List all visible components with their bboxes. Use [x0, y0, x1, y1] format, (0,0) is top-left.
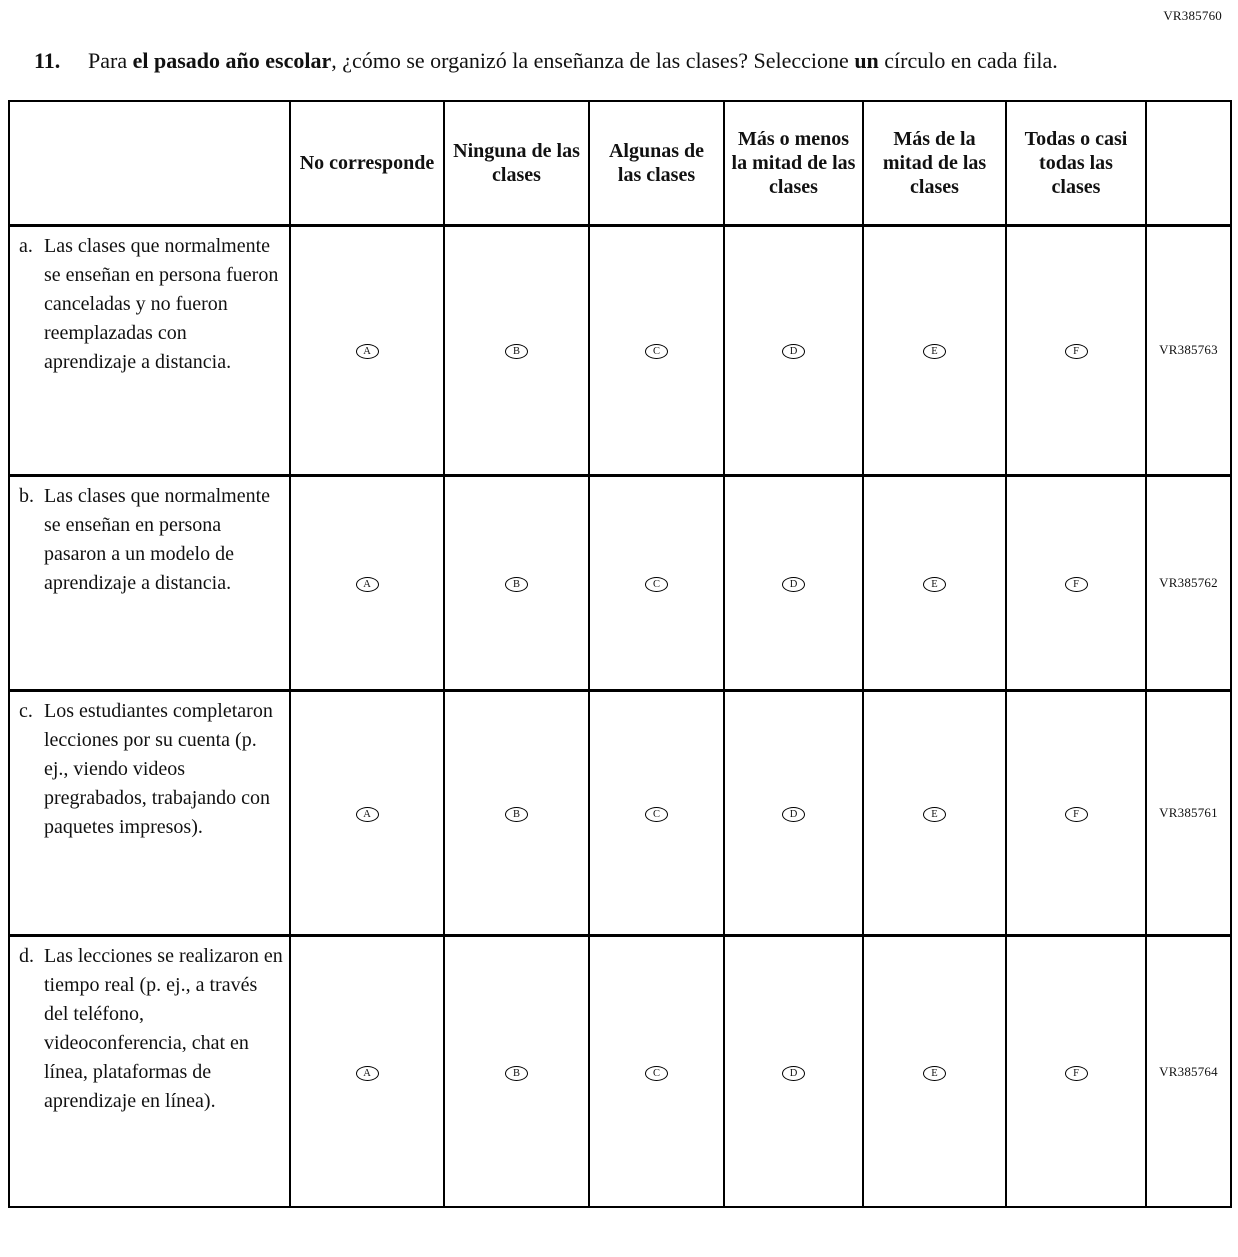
row-label: Las clases que normalmente se enseñan en persona pasaron a un modelo de aprendizaje a distancia. — [44, 484, 271, 594]
code-column-header — [1146, 101, 1231, 225]
answer-cell — [1006, 690, 1146, 935]
question-number: 11. — [34, 48, 61, 73]
answer-bubble[interactable]: D — [782, 807, 805, 822]
question-text — [88, 46, 1058, 76]
row-prefix: d. — [19, 944, 34, 967]
answer-cell — [1006, 475, 1146, 690]
answer-bubble[interactable]: E — [923, 577, 946, 592]
column-header-todas: Todas o casi todas las clases — [1006, 101, 1146, 225]
answer-bubble[interactable]: C — [645, 577, 668, 592]
answer-bubble[interactable]: C — [645, 807, 668, 822]
answer-cell — [589, 690, 724, 935]
row-label-cell — [9, 475, 290, 690]
answer-cell — [863, 225, 1006, 475]
row-label-cell — [9, 690, 290, 935]
answer-bubble[interactable]: D — [782, 344, 805, 359]
answer-bubble[interactable]: A — [356, 1066, 379, 1081]
table-row-a — [9, 225, 1231, 475]
answer-cell — [863, 935, 1006, 1207]
column-header-algunas: Algunas de las clases — [589, 101, 724, 225]
answer-bubble[interactable]: D — [782, 577, 805, 592]
question-seg3: círculo en cada fila. — [878, 48, 1058, 73]
answer-bubble[interactable]: C — [645, 1066, 668, 1081]
answer-cell — [444, 475, 589, 690]
answer-cell — [589, 475, 724, 690]
answer-cell — [1006, 935, 1146, 1207]
page-code: VR385760 — [1163, 8, 1222, 23]
answer-bubble[interactable]: F — [1065, 807, 1088, 822]
question-bold1: el pasado año escolar — [132, 48, 332, 73]
header-row — [9, 101, 1231, 225]
row-label: Las lecciones se realizaron en tiempo real (p. ej., a través del teléfono, videoconferencia, chat en línea, plataformas de aprendizaje en línea). — [44, 944, 283, 1112]
column-header-mas-o-menos: Más o menos la mitad de las clases — [724, 101, 863, 225]
answer-bubble[interactable]: F — [1065, 1066, 1088, 1081]
question-block — [34, 46, 1208, 76]
answer-bubble[interactable]: A — [356, 344, 379, 359]
answer-cell — [290, 935, 444, 1207]
row-label-cell — [9, 935, 290, 1207]
row-prefix: c. — [19, 699, 33, 722]
corner-cell — [9, 101, 290, 225]
answer-bubble[interactable]: E — [923, 1066, 946, 1081]
question-seg2: , ¿cómo se organizó la enseñanza de las clases? Seleccione — [331, 48, 855, 73]
table-row-c — [9, 690, 1231, 935]
answer-cell — [290, 225, 444, 475]
table-row-d — [9, 935, 1231, 1207]
response-matrix — [8, 100, 1232, 1208]
answer-bubble[interactable]: A — [356, 807, 379, 822]
row-label: Las clases que normalmente se enseñan en persona fueron canceladas y no fueron reemplazadas con aprendizaje a distancia. — [44, 234, 279, 373]
answer-bubble[interactable]: F — [1065, 577, 1088, 592]
answer-cell — [589, 225, 724, 475]
answer-cell — [589, 935, 724, 1207]
answer-cell — [290, 690, 444, 935]
answer-cell — [863, 690, 1006, 935]
answer-bubble[interactable]: B — [505, 577, 528, 592]
question-seg1: Para — [88, 48, 133, 73]
row-code: VR385761 — [1146, 690, 1231, 935]
answer-bubble[interactable]: E — [923, 807, 946, 822]
row-prefix: b. — [19, 484, 34, 507]
answer-bubble[interactable]: D — [782, 1066, 805, 1081]
column-header-ninguna: Ninguna de las clases — [444, 101, 589, 225]
column-header-mas-de-la-mitad: Más de la mitad de las clases — [863, 101, 1006, 225]
answer-cell — [724, 475, 863, 690]
answer-bubble[interactable]: B — [505, 807, 528, 822]
row-label: Los estudiantes completaron lecciones por su cuenta (p. ej., viendo videos pregrabados, trabajando con paquetes impresos). — [44, 699, 273, 838]
answer-cell — [444, 935, 589, 1207]
answer-cell — [724, 935, 863, 1207]
answer-cell — [1006, 225, 1146, 475]
answer-bubble[interactable]: B — [505, 344, 528, 359]
row-code: VR385764 — [1146, 935, 1231, 1207]
answer-cell — [290, 475, 444, 690]
question-bold2: un — [854, 48, 879, 73]
column-header-no-corresponde: No corresponde — [290, 101, 444, 225]
answer-cell — [724, 690, 863, 935]
answer-bubble[interactable]: B — [505, 1066, 528, 1081]
answer-cell — [724, 225, 863, 475]
answer-cell — [444, 225, 589, 475]
row-code: VR385763 — [1146, 225, 1231, 475]
answer-cell — [863, 475, 1006, 690]
answer-bubble[interactable]: F — [1065, 344, 1088, 359]
answer-bubble[interactable]: C — [645, 344, 668, 359]
row-label-cell — [9, 225, 290, 475]
answer-cell — [444, 690, 589, 935]
answer-bubble[interactable]: E — [923, 344, 946, 359]
row-code: VR385762 — [1146, 475, 1231, 690]
table-row-b — [9, 475, 1231, 690]
row-prefix: a. — [19, 234, 33, 257]
answer-bubble[interactable]: A — [356, 577, 379, 592]
